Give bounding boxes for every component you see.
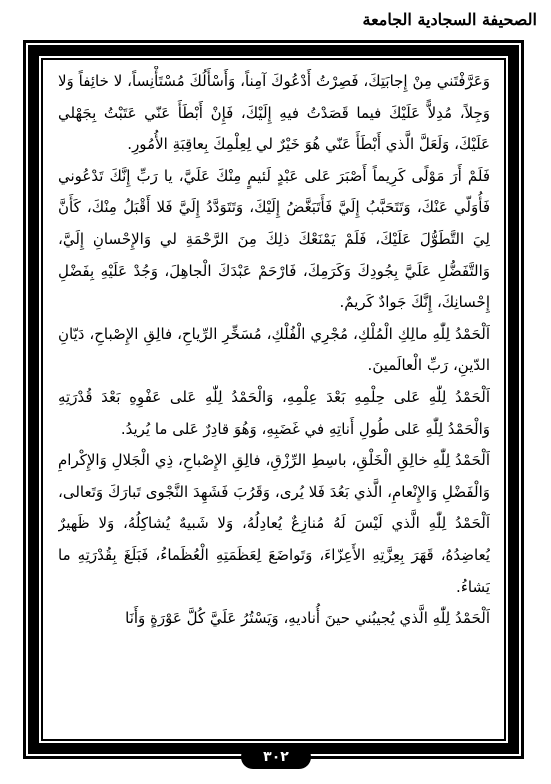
paragraph: وَعَرَّفْتَني مِنْ إِجابَتِكَ، فَصِرْتُ أَدْعُوكَ آمِناً، وَأَسْأَلُكَ مُسْتَأْنِساً، لا خائِفاً وَلا وَجِلاً، مُدِلاًّ عَلَيْكَ فيما قَصَدْتُ فيهِ إِلَيْكَ، فَإِنْ أَبْطَأَ عَنّي عَتَبْتُ بِجَهْلي عَلَيْكَ، وَلَعَلَّ الَّذي أَبْطَأَ عَنّي هُوَ خَيْرٌ لي لِعِلْمِكَ بِعاقِبَةِ الأُمُورِ. [58, 72, 490, 154]
paragraph: اَلْحَمْدُ لِلّٰهِ خالِقِ الْخَلْقِ، باسِطِ الرِّزْقِ، فالِقِ الإِصْباحِ، ذِي الْجَلالِ وَالإِكْرامِ وَالْفَضْلِ وَالإِنْعامِ، الَّذي بَعُدَ فَلا يُرى، وَقَرُبَ فَشَهِدَ النَّجْوى تَبارَكَ وَتَعالى، اَلْحَمْدُ لِلّٰهِ الَّذي لَيْسَ لَهُ مُنازِعٌ يُعادِلُهُ، وَلا شَبيهٌ يُشاكِلُهُ، وَلا ظَهيرٌ يُعاضِدُهُ، قَهَرَ بِعِزَّتِهِ الأَعِزّاءَ، وَتَواضَعَ لِعَظَمَتِهِ الْعُظَماءُ، فَبَلَغَ بِقُدْرَتِهِ ما يَشاءُ. [58, 451, 490, 596]
paragraph: فَلَمْ أَرَ مَوْلًى كَرِيماً أَصْبَرَ عَلى عَبْدٍ لَئيمٍ مِنْكَ عَلَيَّ، يا رَبِّ إِنَّكَ تَدْعُوني فَأُوَلّي عَنْكَ، وَتَتَحَبَّبُ إِلَيَّ فَأَتَبَغَّضُ إِلَيْكَ، وَتَتَوَدَّدُ إِلَيَّ فَلا أَقْبَلُ مِنْكَ، كَأَنَّ لِيَ التَّطَوُّلَ عَلَيْكَ، فَلَمْ يَمْنَعْكَ ذلِكَ مِنَ الرَّحْمَةِ لي وَالإِحْسانِ إِلَيَّ، وَالتَّفَضُّلِ عَلَيَّ بِجُودِكَ وَكَرَمِكَ، فَارْحَمْ عَبْدَكَ الْجاهِلَ، وَجُدْ عَلَيْهِ بِفَضْلِ إِحْسانِكَ، إِنَّكَ جَوادٌ كَريمٌ. [58, 166, 490, 312]
page-number: ٣٠٢ [241, 745, 311, 769]
main-text [58, 66, 490, 716]
running-header: الصحيفة السجادية الجامعة [362, 10, 537, 29]
paragraph: اَلْحَمْدُ لِلّٰهِ عَلى حِلْمِهِ بَعْدَ عِلْمِهِ، وَالْحَمْدُ لِلّٰهِ عَلى عَفْوِهِ بَعْدَ قُدْرَتِهِ وَالْحَمْدُ لِلّٰهِ عَلى طُولِ أَناتِهِ في غَضَبِهِ، وَهُوَ قادِرٌ عَلى ما يُريدُ. [58, 387, 490, 438]
paragraph: اَلْحَمْدُ لِلّٰهِ الَّذي يُجيبُني حينَ أُناديهِ، وَيَسْتُرُ عَلَيَّ كُلَّ عَوْرَةٍ وَأَنَا [125, 609, 490, 628]
paragraph: اَلْحَمْدُ لِلّٰهِ مالِكِ الْمُلْكِ، مُجْرِي الْفُلْكِ، مُسَخِّرِ الرِّياحِ، فالِقِ الإِصْباحِ، دَيّانِ الدّينِ، رَبِّ الْعالَمينَ. [58, 324, 490, 375]
